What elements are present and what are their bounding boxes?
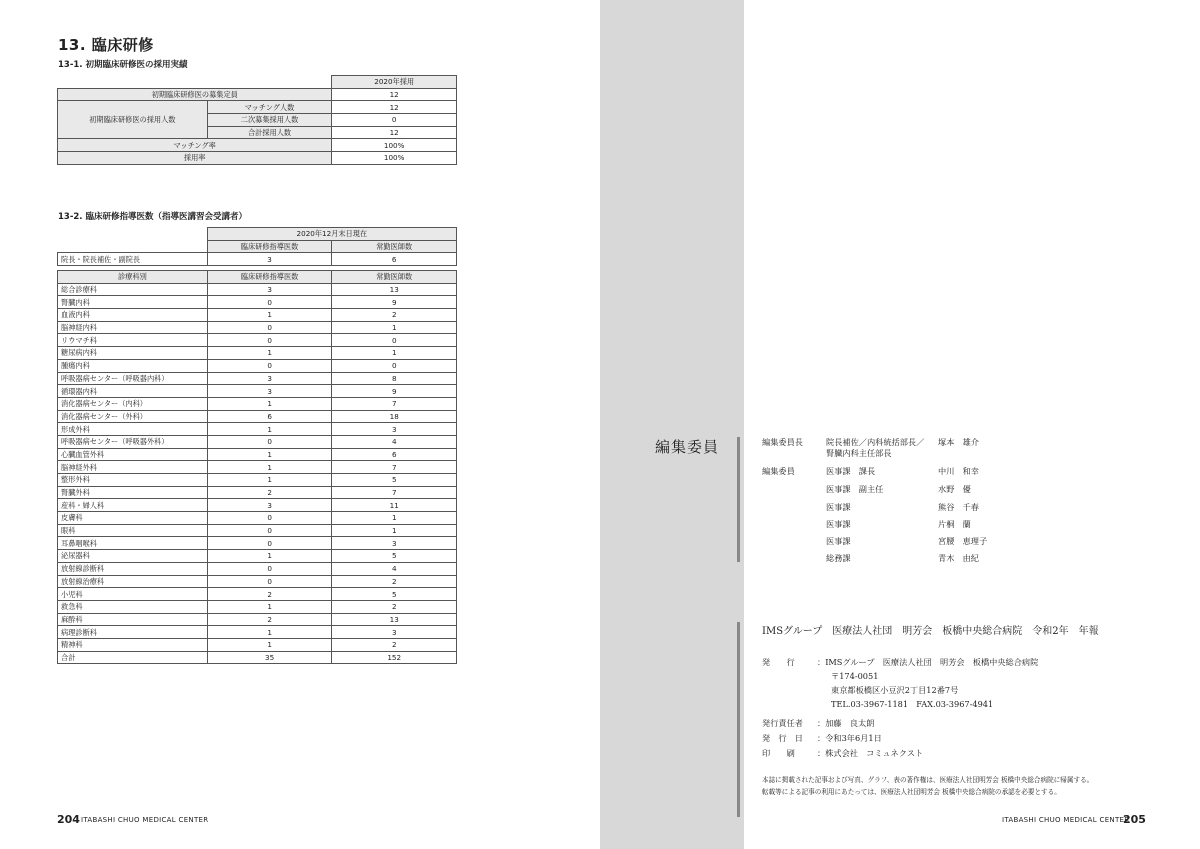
responsible-value: ：加藤 良太朗 bbox=[817, 718, 875, 728]
fulltime-count: 7 bbox=[332, 461, 457, 474]
member-dept: 医事課 bbox=[826, 536, 851, 546]
table-row bbox=[58, 575, 457, 588]
fulltime-count: 1 bbox=[332, 347, 457, 360]
exec-label: 院長・院長補佐・副院長 bbox=[58, 253, 208, 266]
member-dept: 医事課 課長 bbox=[826, 466, 876, 476]
instructor-count: 3 bbox=[207, 499, 332, 512]
table-row bbox=[58, 410, 457, 423]
instructor-count: 0 bbox=[207, 321, 332, 334]
exec-instructors: 3 bbox=[207, 253, 332, 266]
page-gutter bbox=[600, 0, 744, 849]
instructor-count: 1 bbox=[207, 461, 332, 474]
dept-name: 脳神経外科 bbox=[58, 461, 208, 474]
instructor-count: 0 bbox=[207, 334, 332, 347]
table-row bbox=[58, 321, 457, 334]
publisher-label: 発 行 bbox=[762, 657, 795, 667]
fulltime-count: 5 bbox=[332, 474, 457, 487]
dept-name: 病理診断科 bbox=[58, 626, 208, 639]
fulltime-count: 2 bbox=[332, 638, 457, 651]
fulltime-count: 3 bbox=[332, 423, 457, 436]
subsection-title-2: 13-2. 臨床研修指導医数（指導医講習会受講者） bbox=[58, 212, 247, 222]
postal-code: 〒174-0051 bbox=[831, 671, 879, 681]
sub-row-label: 合計採用人数 bbox=[207, 126, 332, 139]
dept-name: 糖尿病内科 bbox=[58, 347, 208, 360]
instructor-count: 0 bbox=[207, 562, 332, 575]
instructor-count: 1 bbox=[207, 550, 332, 563]
fulltime-count: 11 bbox=[332, 499, 457, 512]
instructor-count: 2 bbox=[207, 613, 332, 626]
sub-row-value: 12 bbox=[332, 126, 457, 139]
member-name: 片桐 蘭 bbox=[938, 519, 971, 529]
table-row bbox=[58, 524, 457, 537]
instructor-count: 1 bbox=[207, 309, 332, 322]
copyright-notice-2: 転載等による記事の利用にあたっては、医療法人社団明芳会 板橋中央総合病院の承認を必要とする。 bbox=[762, 788, 1061, 796]
match-rate-label: マッチング率 bbox=[58, 139, 332, 152]
page-number-right: 205 bbox=[1123, 813, 1146, 826]
date-label: 発 行 日 bbox=[762, 733, 803, 743]
fulltime-count: 152 bbox=[332, 651, 457, 664]
footer-label-right: ITABASHI CHUO MEDICAL CENTER bbox=[1002, 816, 1130, 824]
recruit-value: 12 bbox=[332, 88, 457, 101]
fulltime-count: 1 bbox=[332, 512, 457, 525]
table-row bbox=[58, 474, 457, 487]
instructor-count: 0 bbox=[207, 359, 332, 372]
table-row bbox=[58, 550, 457, 563]
imprint-title: IMSグループ 医療法人社団 明芳会 板橋中央総合病院 令和2年 年報 bbox=[762, 626, 1099, 637]
match-rate-value: 100% bbox=[332, 139, 457, 152]
dept-header: 診療科別 bbox=[58, 271, 208, 284]
table-row bbox=[58, 423, 457, 436]
dept-name: 小児科 bbox=[58, 588, 208, 601]
recruit-label: 初期臨床研修医の募集定員 bbox=[58, 88, 332, 101]
dept-name: 救急科 bbox=[58, 600, 208, 613]
table-row bbox=[58, 537, 457, 550]
dept-name: 呼吸器病センター（呼吸器内科） bbox=[58, 372, 208, 385]
dept-name: 脳神経内科 bbox=[58, 321, 208, 334]
address: 東京都板橋区小豆沢2丁目12番7号 bbox=[831, 685, 959, 695]
instructor-count: 2 bbox=[207, 588, 332, 601]
adopt-label: 初期臨床研修医の採用人数 bbox=[58, 101, 208, 139]
dept-name: 産科・婦人科 bbox=[58, 499, 208, 512]
fulltime-count: 2 bbox=[332, 600, 457, 613]
member-name: 中川 和幸 bbox=[938, 466, 979, 476]
table-row bbox=[58, 499, 457, 512]
dept-name: 心臓血管外科 bbox=[58, 448, 208, 461]
member-dept: 総務課 bbox=[826, 553, 851, 563]
member-dept: 院長補佐／内科統括部長／ bbox=[826, 437, 925, 447]
dept-name: 循環器内科 bbox=[58, 385, 208, 398]
instructor-count: 6 bbox=[207, 410, 332, 423]
table-row bbox=[58, 626, 457, 639]
fulltime-count: 2 bbox=[332, 575, 457, 588]
subsection-title-1: 13-1. 初期臨床研修医の採用実績 bbox=[58, 60, 188, 70]
footer-label-left: ITABASHI CHUO MEDICAL CENTER bbox=[81, 816, 209, 824]
instructor-count: 1 bbox=[207, 397, 332, 410]
member-name: 熊谷 千春 bbox=[938, 502, 979, 512]
dept-name: 整形外科 bbox=[58, 474, 208, 487]
fulltime-count: 6 bbox=[332, 448, 457, 461]
instructor-count: 3 bbox=[207, 372, 332, 385]
date-header: 2020年12月末日現在 bbox=[207, 228, 456, 241]
table-row bbox=[58, 283, 457, 296]
adopt-rate-value: 100% bbox=[332, 152, 457, 165]
instructor-count: 1 bbox=[207, 347, 332, 360]
dept-name: 消化器病センター（内科） bbox=[58, 397, 208, 410]
table-row bbox=[58, 613, 457, 626]
committee-title: 編集委員 bbox=[655, 438, 720, 456]
date-value: ：令和3年6月1日 bbox=[817, 733, 882, 743]
table-row bbox=[58, 296, 457, 309]
dept-name: 血液内科 bbox=[58, 309, 208, 322]
table-row bbox=[58, 486, 457, 499]
instructor-count: 0 bbox=[207, 435, 332, 448]
table-row bbox=[58, 385, 457, 398]
exec-fulltime: 6 bbox=[332, 253, 457, 266]
table-row bbox=[58, 309, 457, 322]
instructor-count: 0 bbox=[207, 537, 332, 550]
dept-name: 泌尿器科 bbox=[58, 550, 208, 563]
committee-bar bbox=[737, 437, 740, 562]
member-dept: 医事課 副主任 bbox=[826, 484, 884, 494]
fulltime-count: 5 bbox=[332, 588, 457, 601]
fulltime-count: 0 bbox=[332, 334, 457, 347]
table-row bbox=[58, 448, 457, 461]
sub-row-value: 0 bbox=[332, 114, 457, 127]
dept-name: 放射線治療科 bbox=[58, 575, 208, 588]
publisher-value: ：IMSグループ 医療法人社団 明芳会 板橋中央総合病院 bbox=[817, 657, 1039, 667]
dept-name: 腎臓内科 bbox=[58, 296, 208, 309]
fulltime-count: 0 bbox=[332, 359, 457, 372]
member-name: 青木 由紀 bbox=[938, 553, 979, 563]
department-table bbox=[57, 270, 457, 664]
dept-name: 総合診療科 bbox=[58, 283, 208, 296]
fulltime-count: 7 bbox=[332, 397, 457, 410]
dept-name: 腫瘍内科 bbox=[58, 359, 208, 372]
dept-name: 放射線診断科 bbox=[58, 562, 208, 575]
table-row bbox=[58, 347, 457, 360]
table-row bbox=[58, 397, 457, 410]
section-title: 13. 臨床研修 bbox=[58, 36, 154, 54]
fulltime-count: 4 bbox=[332, 435, 457, 448]
adopt-rate-label: 採用率 bbox=[58, 152, 332, 165]
instructor-count: 1 bbox=[207, 474, 332, 487]
dept-name: 皮膚科 bbox=[58, 512, 208, 525]
member-dept: 医事課 bbox=[826, 519, 851, 529]
instructor-count: 0 bbox=[207, 512, 332, 525]
fulltime-count: 13 bbox=[332, 283, 457, 296]
fulltime-count: 8 bbox=[332, 372, 457, 385]
dept-name: 麻酔科 bbox=[58, 613, 208, 626]
instructor-count: 1 bbox=[207, 600, 332, 613]
sub-row-value: 12 bbox=[332, 101, 457, 114]
member-name: 宮腰 恵理子 bbox=[938, 536, 988, 546]
recruitment-table bbox=[57, 75, 457, 165]
instructor-count: 1 bbox=[207, 448, 332, 461]
page-number-left: 204 bbox=[57, 813, 80, 826]
instructor-count: 1 bbox=[207, 423, 332, 436]
dept-name: 形成外科 bbox=[58, 423, 208, 436]
instructor-count: 0 bbox=[207, 524, 332, 537]
table-row bbox=[58, 334, 457, 347]
copyright-notice-1: 本誌に掲載された記事および写真、グラフ、表の著作権は、医療法人社団明芳会 板橋中央総合病院に帰属する。 bbox=[762, 776, 1094, 784]
instructor-count: 35 bbox=[207, 651, 332, 664]
fulltime-count: 7 bbox=[332, 486, 457, 499]
print-label: 印 刷 bbox=[762, 748, 795, 758]
responsible-label: 発行責任者 bbox=[762, 718, 803, 728]
fulltime-header: 常勤医師数 bbox=[332, 271, 457, 284]
table-row bbox=[58, 461, 457, 474]
print-value: ：株式会社 コミュネクスト bbox=[817, 748, 924, 758]
instructor-count: 1 bbox=[207, 638, 332, 651]
dept-name: 腎臓外科 bbox=[58, 486, 208, 499]
table-row bbox=[58, 638, 457, 651]
tel-fax: TEL.03-3967-1181 FAX.03-3967-4941 bbox=[831, 699, 994, 709]
table-row bbox=[58, 435, 457, 448]
dept-name: 耳鼻咽喉科 bbox=[58, 537, 208, 550]
sub-row-label: マッチング人数 bbox=[207, 101, 332, 114]
fulltime-count: 18 bbox=[332, 410, 457, 423]
member-role: 編集委員長 bbox=[762, 437, 803, 447]
member-name: 塚本 雄介 bbox=[938, 437, 979, 447]
sub-row-label: 二次募集採用人数 bbox=[207, 114, 332, 127]
instructors-header: 臨床研修指導医数 bbox=[207, 271, 332, 284]
instructor-count: 3 bbox=[207, 283, 332, 296]
member-dept: 医事課 bbox=[826, 502, 851, 512]
col-header-instructors: 臨床研修指導医数 bbox=[207, 240, 332, 253]
fulltime-count: 4 bbox=[332, 562, 457, 575]
fulltime-count: 13 bbox=[332, 613, 457, 626]
col-header-fulltime: 常勤医師数 bbox=[332, 240, 457, 253]
fulltime-count: 1 bbox=[332, 524, 457, 537]
fulltime-count: 3 bbox=[332, 537, 457, 550]
instructor-count: 0 bbox=[207, 575, 332, 588]
table-row bbox=[58, 651, 457, 664]
table-row bbox=[58, 512, 457, 525]
table-row bbox=[58, 600, 457, 613]
dept-name: 合計 bbox=[58, 651, 208, 664]
year-header: 2020年採用 bbox=[332, 76, 457, 89]
fulltime-count: 5 bbox=[332, 550, 457, 563]
dept-name: 眼科 bbox=[58, 524, 208, 537]
fulltime-count: 1 bbox=[332, 321, 457, 334]
instructor-count: 1 bbox=[207, 626, 332, 639]
member-dept-line2: 腎臓内科主任部長 bbox=[826, 448, 892, 458]
table-row bbox=[58, 359, 457, 372]
dept-name: リウマチ科 bbox=[58, 334, 208, 347]
table-row bbox=[58, 562, 457, 575]
fulltime-count: 3 bbox=[332, 626, 457, 639]
instructor-count: 2 bbox=[207, 486, 332, 499]
fulltime-count: 9 bbox=[332, 385, 457, 398]
dept-name: 呼吸器病センター（呼吸器外科） bbox=[58, 435, 208, 448]
member-role: 編集委員 bbox=[762, 466, 795, 476]
fulltime-count: 2 bbox=[332, 309, 457, 322]
member-name: 水野 優 bbox=[938, 484, 971, 494]
dept-name: 消化器病センター（外科） bbox=[58, 410, 208, 423]
dept-name: 精神科 bbox=[58, 638, 208, 651]
imprint-bar bbox=[737, 622, 740, 817]
table-row bbox=[58, 372, 457, 385]
instructor-count: 3 bbox=[207, 385, 332, 398]
fulltime-count: 9 bbox=[332, 296, 457, 309]
instructor-summary-table bbox=[57, 227, 457, 266]
table-row bbox=[58, 588, 457, 601]
instructor-count: 0 bbox=[207, 296, 332, 309]
